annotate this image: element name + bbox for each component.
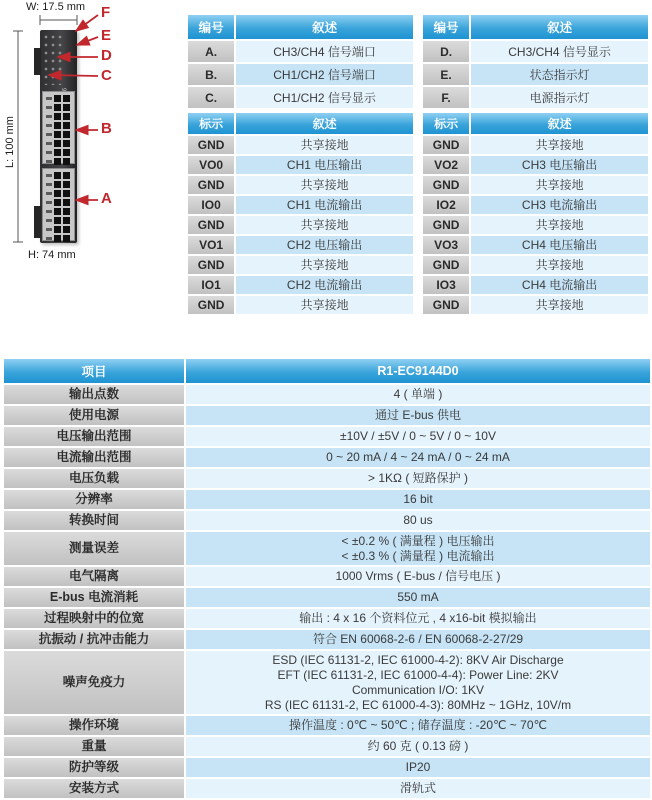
callout-letter-c: C: [101, 67, 112, 84]
terminal-desc-cell: CH1 电压输出: [236, 156, 413, 174]
terminal-desc-cell: 共享接地: [471, 216, 648, 234]
legend-id-cell: F.: [423, 87, 469, 108]
callout-letter-b: B: [101, 120, 112, 137]
terminal-pin-cell: VO0: [188, 156, 234, 174]
legend-row: [188, 41, 648, 62]
spec-label: 操作环境: [4, 716, 184, 735]
spec-value: 操作温度 : 0℃ ~ 50℃ ; 储存温度 : -20℃ ~ 70℃: [186, 716, 650, 735]
spec-label: 输出点数: [4, 385, 184, 404]
terminal-desc-cell: 共享接地: [236, 296, 413, 314]
terminal-row: [188, 236, 648, 254]
terminal-row: [188, 276, 648, 294]
terminal-pin-cell: IO1: [188, 276, 234, 294]
legend-header-row: [188, 15, 648, 39]
terminal-pin-cell: GND: [188, 176, 234, 194]
legend-header: 叙述: [471, 15, 648, 39]
spec-value: 滑轨式: [186, 779, 650, 798]
spec-row: [4, 490, 650, 509]
spec-row: [4, 385, 650, 404]
spec-label: 噪声免疫力: [4, 651, 184, 714]
callout-legend-table: [186, 13, 650, 110]
spec-row: [4, 716, 650, 735]
height-dimension-label: H: 74 mm: [28, 249, 76, 261]
terminal-pin-cell: IO2: [423, 196, 469, 214]
terminal-row: [188, 216, 648, 234]
terminal-pin-cell: VO2: [423, 156, 469, 174]
terminal-pin-cell: GND: [423, 216, 469, 234]
terminal-header: 叙述: [236, 113, 413, 134]
terminal-pin-cell: GND: [423, 256, 469, 274]
terminal-desc-cell: 共享接地: [471, 136, 648, 154]
callout-letter-f: F: [101, 4, 111, 21]
legend-id-cell: E.: [423, 64, 469, 85]
spec-label: 使用电源: [4, 406, 184, 425]
spec-value: 1000 Vrms ( E-bus / 信号电压 ): [186, 567, 650, 586]
callout-letter-e: E: [101, 27, 112, 44]
terminal-desc-cell: CH3 电压输出: [471, 156, 648, 174]
terminal-desc-cell: 共享接地: [471, 256, 648, 274]
spec-label: 测量误差: [4, 532, 184, 565]
spec-value: 550 mA: [186, 588, 650, 607]
spec-value: IP20: [186, 758, 650, 777]
terminal-pin-cell: IO3: [423, 276, 469, 294]
specification-table: [2, 357, 652, 800]
terminal-desc-cell: CH1 电流输出: [236, 196, 413, 214]
legend-id-cell: A.: [188, 41, 234, 62]
legend-desc-cell: 电源指示灯: [471, 87, 648, 108]
terminal-assignment-table: [186, 111, 650, 316]
terminal-desc-cell: 共享接地: [471, 176, 648, 194]
terminal-row: [188, 176, 648, 194]
terminal-header: 标示: [188, 113, 234, 134]
terminal-row: [188, 136, 648, 154]
terminal-desc-cell: 共享接地: [471, 296, 648, 314]
terminal-desc-cell: CH2 电流输出: [236, 276, 413, 294]
legend-id-cell: B.: [188, 64, 234, 85]
legend-row: [188, 64, 648, 85]
spec-label: 电压输出范围: [4, 427, 184, 446]
legend-desc-cell: CH3/CH4 信号端口: [236, 41, 413, 62]
spec-row: [4, 427, 650, 446]
spec-label: 安装方式: [4, 779, 184, 798]
spec-value: 4 ( 单端 ): [186, 385, 650, 404]
spec-value: 80 us: [186, 511, 650, 530]
callout-letter-d: D: [101, 47, 112, 64]
spec-header-item: 项目: [4, 359, 184, 383]
terminal-pin-cell: GND: [188, 136, 234, 154]
spec-row: [4, 511, 650, 530]
terminal-header: 标示: [423, 113, 469, 134]
legend-header: 叙述: [236, 15, 413, 39]
terminal-pin-cell: VO1: [188, 236, 234, 254]
terminal-pin-cell: VO3: [423, 236, 469, 254]
spec-header-model: R1-EC9144D0: [186, 359, 650, 383]
terminal-pin-cell: GND: [423, 176, 469, 194]
spec-row: [4, 651, 650, 714]
legend-row: [188, 87, 648, 108]
legend-id-cell: C.: [188, 87, 234, 108]
terminal-desc-cell: CH4 电压输出: [471, 236, 648, 254]
length-dimension-label: L: 100 mm: [4, 116, 16, 168]
spec-row: [4, 609, 650, 628]
terminal-row: [188, 196, 648, 214]
spec-value: 约 60 克 ( 0.13 磅 ): [186, 737, 650, 756]
legend-desc-cell: 状态指示灯: [471, 64, 648, 85]
spec-value: < ±0.2 % ( 满量程 ) 电压输出 < ±0.3 % ( 满量程 ) 电流输出: [186, 532, 650, 565]
spec-row: [4, 630, 650, 649]
spec-value: 符合 EN 60068-2-6 / EN 60068-2-27/29: [186, 630, 650, 649]
callout-letter-a: A: [101, 190, 112, 207]
spec-row: [4, 406, 650, 425]
spec-value: ESD (IEC 61131-2, IEC 61000-4-2): 8KV Air Discharge EFT (IEC 61131-2, IEC 61000-4-4): Power Line: 2KV Communication I/O: 1KV RS (IEC 61131-2, EC 61000-4-3): 80MHz ~ 1GHz, 10V/m: [186, 651, 650, 714]
spec-label: 防护等级: [4, 758, 184, 777]
legend-header: 编号: [188, 15, 234, 39]
terminal-header-row: [188, 113, 648, 134]
spec-label: 重量: [4, 737, 184, 756]
terminal-pin-cell: GND: [423, 296, 469, 314]
spec-row: [4, 448, 650, 467]
terminal-desc-cell: CH2 电压输出: [236, 236, 413, 254]
terminal-desc-cell: 共享接地: [236, 176, 413, 194]
terminal-desc-cell: CH4 电流输出: [471, 276, 648, 294]
terminal-header: 叙述: [471, 113, 648, 134]
terminal-desc-cell: 共享接地: [236, 256, 413, 274]
spec-value: > 1KΩ ( 短路保护 ): [186, 469, 650, 488]
legend-desc-cell: CH1/CH2 信号端口: [236, 64, 413, 85]
terminal-desc-cell: 共享接地: [236, 136, 413, 154]
spec-row: [4, 567, 650, 586]
spec-value: ±10V / ±5V / 0 ~ 5V / 0 ~ 10V: [186, 427, 650, 446]
spec-value: 输出 : 4 x 16 个资料位元 , 4 x16-bit 模拟输出: [186, 609, 650, 628]
spec-label: 转换时间: [4, 511, 184, 530]
spec-label: 电流输出范围: [4, 448, 184, 467]
spec-label: 过程映射中的位宽: [4, 609, 184, 628]
spec-row: [4, 588, 650, 607]
terminal-pin-cell: GND: [188, 216, 234, 234]
terminal-desc-cell: 共享接地: [236, 216, 413, 234]
terminal-row: [188, 256, 648, 274]
spec-label: 电压负载: [4, 469, 184, 488]
spec-label: 抗振动 / 抗冲击能力: [4, 630, 184, 649]
terminal-row: [188, 156, 648, 174]
spec-value: 16 bit: [186, 490, 650, 509]
spec-value: 通过 E-bus 供电: [186, 406, 650, 425]
terminal-pin-cell: GND: [188, 296, 234, 314]
spec-row: [4, 737, 650, 756]
width-dimension-label: W: 17.5 mm: [26, 1, 86, 13]
diagram-annotation-lines: [0, 0, 180, 280]
terminal-row: [188, 296, 648, 314]
spec-label: E-bus 电流消耗: [4, 588, 184, 607]
spec-label: 电气隔离: [4, 567, 184, 586]
spec-row: [4, 532, 650, 565]
terminal-pin-cell: GND: [188, 256, 234, 274]
terminal-desc-cell: CH3 电流输出: [471, 196, 648, 214]
module-diagram: [0, 0, 180, 280]
spec-header-row: [4, 359, 650, 383]
spec-row: [4, 758, 650, 777]
legend-header: 编号: [423, 15, 469, 39]
spec-value: 0 ~ 20 mA / 4 ~ 24 mA / 0 ~ 24 mA: [186, 448, 650, 467]
spec-label: 分辨率: [4, 490, 184, 509]
terminal-pin-cell: GND: [423, 136, 469, 154]
legend-id-cell: D.: [423, 41, 469, 62]
spec-row: [4, 469, 650, 488]
legend-desc-cell: CH3/CH4 信号显示: [471, 41, 648, 62]
terminal-pin-cell: IO0: [188, 196, 234, 214]
spec-row: [4, 779, 650, 798]
legend-desc-cell: CH1/CH2 信号显示: [236, 87, 413, 108]
